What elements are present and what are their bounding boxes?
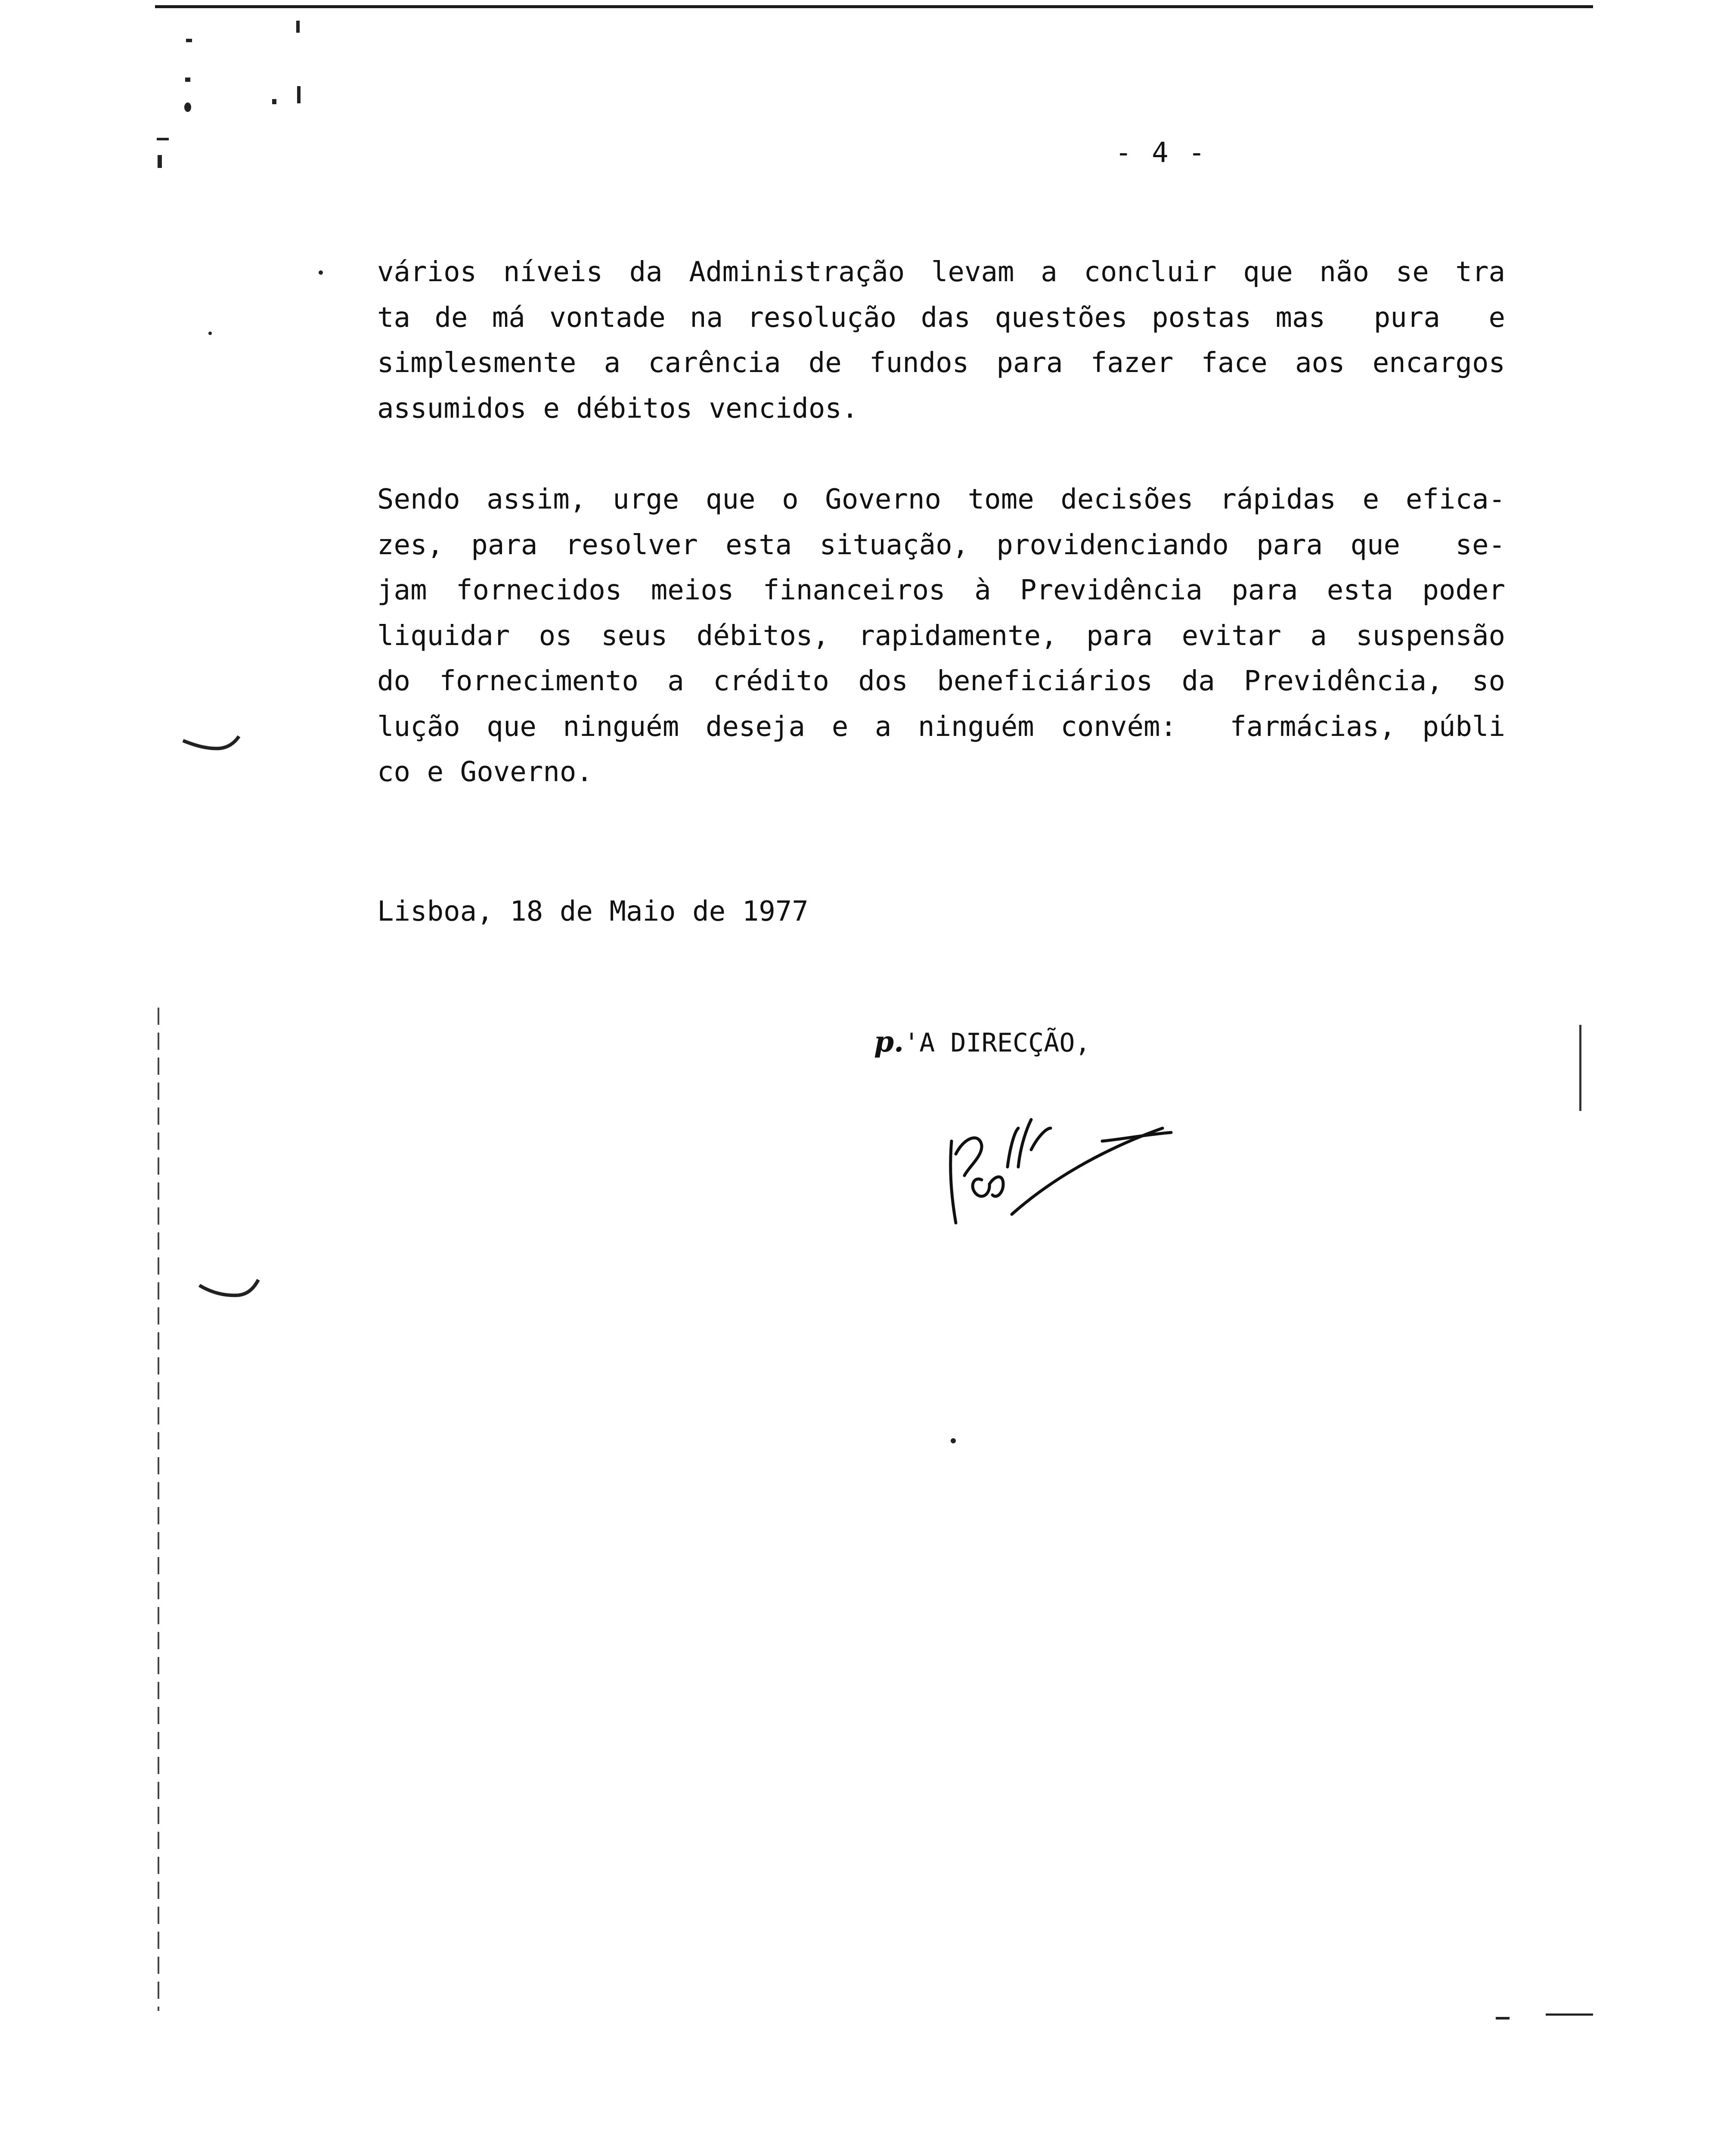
text-line: ta de má vontade na resolução das questões postas mas pura e <box>377 301 1505 334</box>
date-line: Lisboa, 18 de Maio de 1977 <box>377 896 809 928</box>
top-rule <box>155 5 1593 8</box>
scan-mark <box>951 1438 956 1443</box>
scan-mark <box>319 270 323 275</box>
scan-mark <box>185 78 190 82</box>
scan-mark <box>184 102 191 112</box>
scan-mark <box>186 39 192 42</box>
scan-mark <box>157 138 169 140</box>
text-line: zes, para resolver esta situação, providenciando para que se- <box>377 529 1505 561</box>
scan-mark <box>158 155 162 168</box>
text-line: do fornecimento a crédito dos beneficiários da Previdência, so <box>377 665 1505 697</box>
scan-squiggle <box>197 1275 262 1305</box>
scan-mark <box>208 332 212 335</box>
text-line: assumidos e débitos vencidos. <box>377 392 859 425</box>
paragraph-1 <box>377 250 1505 431</box>
scan-mark <box>1546 2013 1593 2016</box>
paragraph-2 <box>377 477 1505 795</box>
binding-line <box>158 1008 159 2011</box>
text-line: Sendo assim, urge que o Governo tome decisões rápidas e efica- <box>377 484 1505 515</box>
text-line: jam fornecidos meios financeiros à Previdência para esta poder <box>377 574 1505 606</box>
text-line: liquidar os seus débitos, rapidamente, para evitar a suspensão <box>377 620 1505 652</box>
page-number: - 4 - <box>1115 137 1207 169</box>
right-margin-bar <box>1579 1025 1581 1111</box>
pp-mark: p. <box>874 1025 904 1058</box>
text-line: vários níveis da Administração levam a concluir que não se tra <box>377 256 1505 288</box>
scan-mark <box>1496 2017 1510 2020</box>
text-line: lução que ninguém deseja e a ninguém convém: farmácias, públi <box>377 710 1505 743</box>
text-line: simplesmente a carência de fundos para fazer face aos encargos <box>377 347 1505 379</box>
handwritten-signature <box>939 1102 1180 1240</box>
closing-text: 'A DIRECÇÃO, <box>904 1028 1091 1058</box>
closing <box>874 1025 1091 1058</box>
scan-mark <box>272 99 276 104</box>
scan-mark <box>297 86 301 103</box>
scan-mark <box>296 21 300 33</box>
scan-squiggle <box>181 728 241 758</box>
text-line: co e Governo. <box>377 756 593 788</box>
